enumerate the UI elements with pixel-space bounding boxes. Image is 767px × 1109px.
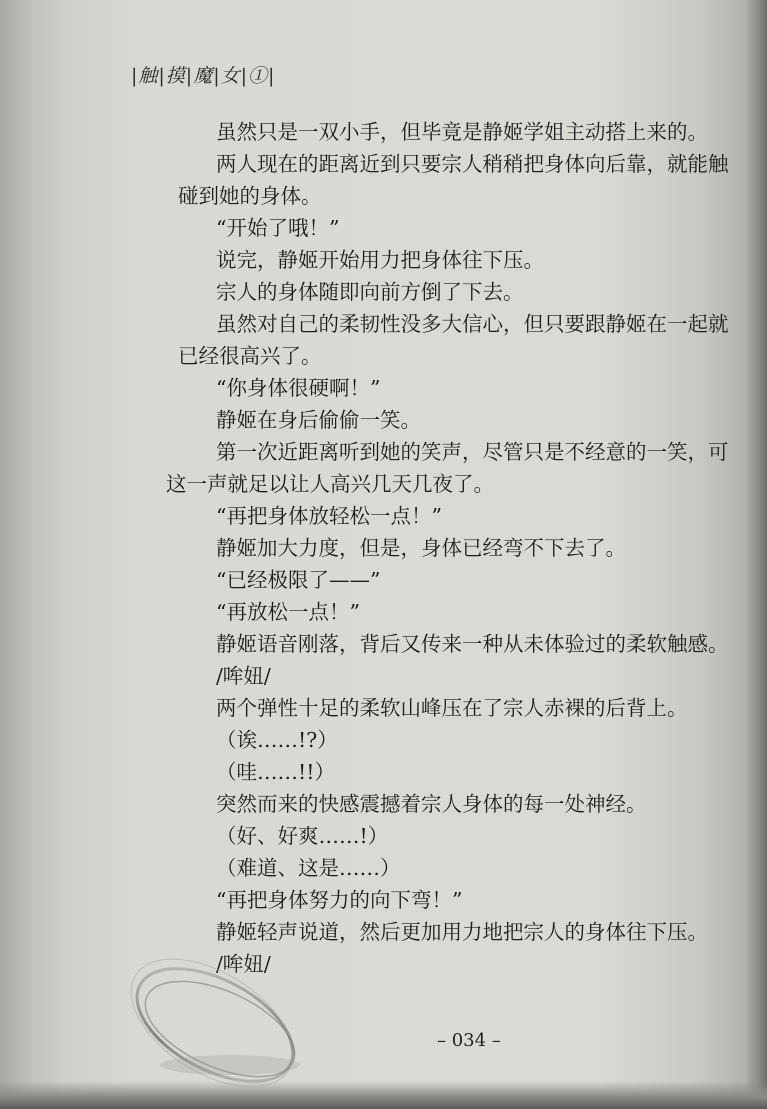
text-line: 虽然只是一双小手，但毕竟是静姬学姐主动搭上来的。 [216, 120, 708, 144]
running-header: |触|摸|魔|女|①| [131, 65, 276, 87]
text-line: 第一次近距离听到她的笑声，尽管只是不经意的一笑，可 [216, 440, 729, 464]
text-line: 已经很高兴了。 [178, 344, 322, 368]
text-line: /哞妞/ [216, 952, 271, 976]
text-line: 宗人的身体随即向前方倒了下去。 [216, 280, 524, 304]
text-line: 碰到她的身体。 [178, 184, 322, 208]
text-line: /哞妞/ [216, 664, 271, 688]
text-line: “已经极限了——” [216, 568, 381, 592]
text-line: （难道、这是……） [216, 856, 401, 880]
text-line: 突然而来的快感震撼着宗人身体的每一处神经。 [216, 792, 647, 816]
text-line: （哇……!!） [216, 760, 335, 784]
text-line: “再放松一点！” [216, 600, 360, 624]
text-line: （诶……!?） [216, 728, 338, 752]
text-line: （好、好爽……!） [216, 824, 389, 848]
text-line: 静姬轻声说道，然后更加用力地把宗人的身体往下压。 [216, 920, 708, 944]
text-line: 两人现在的距离近到只要宗人稍稍把身体向后靠，就能触 [216, 152, 729, 176]
ornament-swirl-icon [120, 945, 320, 1095]
page-edge-bottom [0, 1081, 767, 1109]
text-line: 静姬加大力度，但是，身体已经弯不下去了。 [216, 536, 626, 560]
page-number: – 034 – [437, 1030, 501, 1051]
text-line: 静姬语音刚落，背后又传来一种从未体验过的柔软触感。 [216, 632, 729, 656]
body-text [166, 116, 734, 980]
text-line: 说完，静姬开始用力把身体往下压。 [216, 248, 544, 272]
text-line: “再把身体放轻松一点！” [216, 504, 442, 528]
text-line: “开始了哦！” [216, 216, 340, 240]
text-line: 静姬在身后偷偷一笑。 [216, 408, 421, 432]
gutter-shadow [0, 0, 60, 1109]
text-line: “再把身体努力的向下弯！” [216, 888, 463, 912]
page-edge-right [745, 0, 767, 1109]
text-line: 两个弹性十足的柔软山峰压在了宗人赤裸的后背上。 [216, 696, 688, 720]
text-line: 这一声就足以让人高兴几天几夜了。 [166, 472, 494, 496]
text-line: “你身体很硬啊！” [216, 376, 381, 400]
text-line: 虽然对自己的柔韧性没多大信心，但只要跟静姬在一起就 [216, 312, 729, 336]
